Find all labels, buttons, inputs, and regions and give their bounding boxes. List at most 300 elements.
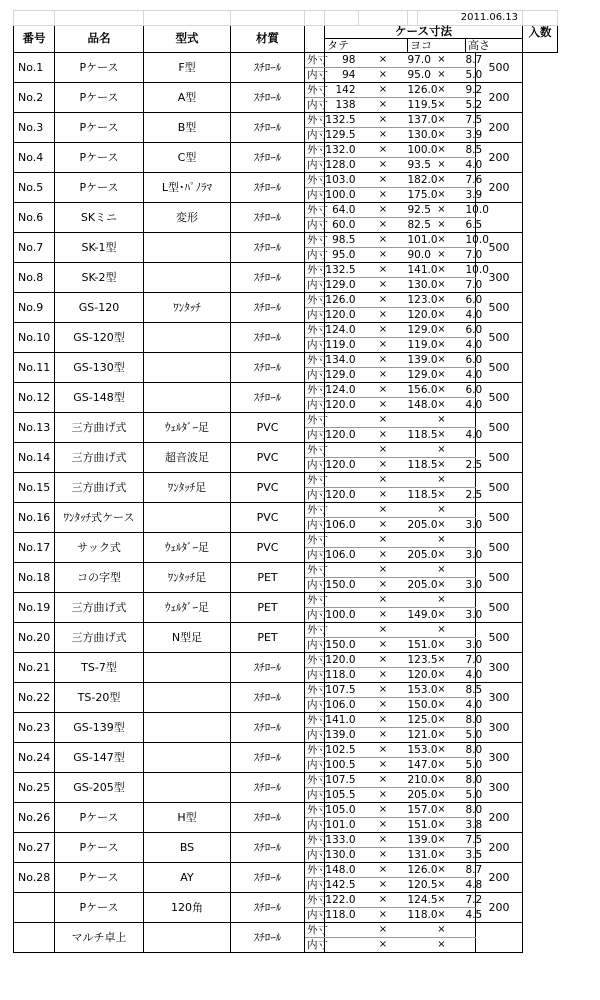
times-sign: × — [359, 218, 408, 233]
item-number: No.21 — [14, 653, 55, 683]
times-sign: × — [418, 548, 466, 563]
inner-label: 内寸 — [305, 338, 325, 353]
outer-takasa-value — [466, 503, 476, 518]
product-row-outer — [14, 443, 558, 458]
outer-takasa-value: 6.0 — [465, 383, 483, 396]
item-number: No.5 — [14, 173, 55, 203]
quantity-value: 500 — [476, 383, 523, 413]
inner-label: 内寸 — [305, 638, 325, 653]
inner-label: 内寸 — [305, 188, 325, 203]
product-name: Pケース — [55, 113, 144, 143]
inner-yoko-value: 121.0 — [407, 728, 438, 741]
product-material: PET — [231, 563, 305, 593]
times-sign: × — [418, 398, 466, 413]
outer-tate-value: 133.0 — [325, 833, 359, 848]
inner-label: 内寸 — [305, 608, 325, 623]
times-sign: × — [359, 638, 408, 653]
product-material: ｽﾁﾛｰﾙ — [231, 923, 305, 953]
times-sign: × — [359, 368, 408, 383]
inner-takasa-value: 7.0 — [465, 248, 483, 261]
outer-yoko-value: 210.0 — [407, 773, 438, 786]
inner-yoko-value: 118.0 — [407, 908, 438, 921]
times-sign: × — [359, 353, 408, 368]
inner-yoko-value: 175.0 — [407, 188, 438, 201]
product-type: ﾜﾝﾀｯﾁ足 — [144, 473, 231, 503]
product-type — [144, 503, 231, 533]
inner-tate-value: 95.0 — [325, 248, 359, 263]
times-sign: × — [359, 548, 408, 563]
product-row-outer — [14, 233, 558, 248]
product-row-outer — [14, 743, 558, 758]
outer-yoko-value: 156.0 — [407, 383, 438, 396]
outer-tate-value: 98 — [325, 53, 359, 68]
inner-label: 内寸 — [305, 848, 325, 863]
product-type: ｳｪﾙﾀﾞｰ足 — [144, 533, 231, 563]
item-number: No.19 — [14, 593, 55, 623]
inner-takasa-value: 4.0 — [465, 428, 483, 441]
times-sign: × — [359, 443, 408, 458]
product-material: ｽﾁﾛｰﾙ — [231, 293, 305, 323]
inner-takasa-value: 4.0 — [465, 308, 483, 321]
header-case-dimensions: ケース寸法 — [325, 26, 523, 39]
inner-yoko-value: 95.0 — [407, 68, 431, 81]
item-number: No.7 — [14, 233, 55, 263]
inner-yoko-value: 151.0 — [407, 818, 438, 831]
product-row-outer — [14, 293, 558, 308]
outer-yoko-value: 139.0 — [407, 833, 438, 846]
times-sign: × — [359, 863, 408, 878]
product-row-outer — [14, 113, 558, 128]
product-row-outer — [14, 323, 558, 338]
inner-yoko-value: 205.0 — [407, 518, 438, 531]
inner-label: 内寸 — [305, 518, 325, 533]
outer-yoko-value — [408, 413, 418, 428]
inner-tate-value: 60.0 — [325, 218, 359, 233]
inner-takasa-value: 4.0 — [465, 668, 483, 681]
product-name: コの字型 — [55, 563, 144, 593]
product-material: ｽﾁﾛｰﾙ — [231, 863, 305, 893]
outer-yoko-value: 92.5 — [407, 203, 431, 216]
item-number: No.1 — [14, 53, 55, 83]
product-row-outer — [14, 173, 558, 188]
inner-yoko-value: 130.0 — [407, 128, 438, 141]
product-name: ﾜﾝﾀｯﾁ式ケース — [55, 503, 144, 533]
quantity-value: 300 — [476, 713, 523, 743]
outer-label: 外寸 — [305, 533, 325, 548]
header-spacer — [305, 26, 325, 53]
product-type: F型 — [144, 53, 231, 83]
outer-label: 外寸 — [305, 713, 325, 728]
product-material: ｽﾁﾛｰﾙ — [231, 833, 305, 863]
times-sign: × — [418, 173, 466, 188]
times-sign: × — [359, 53, 408, 68]
inner-takasa-value: 3.8 — [465, 818, 483, 831]
outer-tate-value: 107.5 — [325, 683, 359, 698]
times-sign: × — [359, 848, 408, 863]
times-sign: × — [359, 743, 408, 758]
product-type: ｳｪﾙﾀﾞｰ足 — [144, 413, 231, 443]
product-name: SKミニ — [55, 203, 144, 233]
outer-yoko-value: 141.0 — [407, 263, 438, 276]
times-sign: × — [418, 458, 466, 473]
times-sign: × — [418, 383, 466, 398]
quantity-value: 300 — [476, 263, 523, 293]
item-number: No.14 — [14, 443, 55, 473]
outer-tate-value — [325, 593, 359, 608]
times-sign: × — [418, 68, 466, 83]
quantity-value: 200 — [476, 833, 523, 863]
outer-tate-value: 98.5 — [325, 233, 359, 248]
quantity-value: 500 — [476, 623, 523, 653]
outer-label: 外寸 — [305, 83, 325, 98]
inner-tate-value: 100.0 — [325, 188, 359, 203]
outer-label: 外寸 — [305, 293, 325, 308]
item-number: No.6 — [14, 203, 55, 233]
product-type: H型 — [144, 803, 231, 833]
inner-yoko-value: 118.5 — [407, 488, 438, 501]
product-name: Pケース — [55, 833, 144, 863]
outer-takasa-value: 6.0 — [465, 353, 483, 366]
times-sign: × — [359, 158, 408, 173]
header-takasa: 高さ — [466, 39, 523, 53]
product-material: PET — [231, 593, 305, 623]
outer-tate-value: 126.0 — [325, 293, 359, 308]
inner-takasa-value: 3.0 — [465, 578, 483, 591]
times-sign: × — [418, 503, 466, 518]
outer-label: 外寸 — [305, 833, 325, 848]
outer-yoko-value: 124.5 — [407, 893, 438, 906]
outer-yoko-value: 101.0 — [407, 233, 438, 246]
inner-yoko-value: 118.5 — [407, 428, 438, 441]
times-sign: × — [418, 83, 466, 98]
product-material: ｽﾁﾛｰﾙ — [231, 743, 305, 773]
item-number: No.13 — [14, 413, 55, 443]
product-type: B型 — [144, 113, 231, 143]
item-number: No.16 — [14, 503, 55, 533]
item-number: No.22 — [14, 683, 55, 713]
product-name: GS-120型 — [55, 323, 144, 353]
times-sign: × — [359, 773, 408, 788]
product-material: ｽﾁﾛｰﾙ — [231, 803, 305, 833]
outer-tate-value — [325, 623, 359, 638]
outer-label: 外寸 — [305, 923, 325, 938]
times-sign: × — [359, 308, 408, 323]
outer-label: 外寸 — [305, 53, 325, 68]
outer-takasa-value: 7.5 — [465, 113, 483, 126]
outer-takasa-value: 8.7 — [465, 863, 483, 876]
product-type: ｳｪﾙﾀﾞｰ足 — [144, 593, 231, 623]
product-name: GS-120 — [55, 293, 144, 323]
outer-takasa-value — [466, 623, 476, 638]
times-sign: × — [359, 413, 408, 428]
outer-label: 外寸 — [305, 203, 325, 218]
product-row-outer — [14, 353, 558, 368]
times-sign: × — [418, 233, 466, 248]
quantity-value: 500 — [476, 353, 523, 383]
outer-label: 外寸 — [305, 173, 325, 188]
inner-tate-value: 100.5 — [325, 758, 359, 773]
inner-label: 内寸 — [305, 818, 325, 833]
product-material: ｽﾁﾛｰﾙ — [231, 113, 305, 143]
times-sign: × — [359, 698, 408, 713]
product-type: ﾜﾝﾀｯﾁ足 — [144, 563, 231, 593]
times-sign: × — [359, 233, 408, 248]
inner-label: 内寸 — [305, 98, 325, 113]
times-sign: × — [359, 623, 408, 638]
item-number: No.11 — [14, 353, 55, 383]
product-row-outer — [14, 473, 558, 488]
times-sign: × — [418, 638, 466, 653]
product-row-outer — [14, 83, 558, 98]
inner-tate-value: 100.0 — [325, 608, 359, 623]
product-type: A型 — [144, 83, 231, 113]
quantity-value: 200 — [476, 803, 523, 833]
inner-tate-value: 129.5 — [325, 128, 359, 143]
inner-label: 内寸 — [305, 308, 325, 323]
times-sign: × — [418, 518, 466, 533]
times-sign: × — [359, 758, 408, 773]
outer-label: 外寸 — [305, 443, 325, 458]
product-material: PVC — [231, 443, 305, 473]
inner-tate-value: 101.0 — [325, 818, 359, 833]
outer-takasa-value: 10.0 — [465, 263, 489, 276]
inner-tate-value: 106.0 — [325, 698, 359, 713]
outer-tate-value: 142 — [325, 83, 359, 98]
inner-yoko-value: 82.5 — [407, 218, 431, 231]
inner-yoko-value: 120.0 — [407, 668, 438, 681]
quantity-value: 200 — [476, 173, 523, 203]
sheet-date: 2011.06.13 — [418, 11, 523, 26]
outer-label: 外寸 — [305, 503, 325, 518]
inner-tate-value: 129.0 — [325, 368, 359, 383]
outer-takasa-value: 7.5 — [465, 833, 483, 846]
times-sign: × — [418, 938, 466, 953]
times-sign: × — [359, 518, 408, 533]
times-sign: × — [359, 203, 408, 218]
product-material: ｽﾁﾛｰﾙ — [231, 893, 305, 923]
item-number: No.27 — [14, 833, 55, 863]
inner-takasa-value: 2.5 — [465, 488, 483, 501]
inner-takasa-value: 6.5 — [465, 218, 483, 231]
outer-label: 外寸 — [305, 653, 325, 668]
outer-label: 外寸 — [305, 773, 325, 788]
times-sign: × — [359, 338, 408, 353]
header-type: 型式 — [144, 26, 231, 53]
inner-tate-value: 94 — [325, 68, 359, 83]
item-number: No.10 — [14, 323, 55, 353]
times-sign: × — [418, 338, 466, 353]
outer-label: 外寸 — [305, 473, 325, 488]
outer-tate-value — [325, 563, 359, 578]
header-no: 番号 — [14, 26, 55, 53]
times-sign: × — [418, 293, 466, 308]
quantity-value: 500 — [476, 473, 523, 503]
quantity-value: 300 — [476, 743, 523, 773]
product-name: 三方曲げ式 — [55, 443, 144, 473]
outer-tate-value: 132.5 — [325, 113, 359, 128]
inner-label: 内寸 — [305, 668, 325, 683]
outer-takasa-value: 8.5 — [465, 683, 483, 696]
outer-takasa-value — [466, 413, 476, 428]
product-type — [144, 683, 231, 713]
product-name: 三方曲げ式 — [55, 593, 144, 623]
quantity-value: 300 — [476, 653, 523, 683]
outer-label: 外寸 — [305, 233, 325, 248]
inner-label: 内寸 — [305, 278, 325, 293]
inner-tate-value: 120.0 — [325, 398, 359, 413]
quantity-value: 500 — [476, 533, 523, 563]
product-material: PVC — [231, 503, 305, 533]
product-material: ｽﾁﾛｰﾙ — [231, 173, 305, 203]
inner-takasa-value: 4.0 — [465, 698, 483, 711]
times-sign: × — [359, 68, 408, 83]
times-sign: × — [359, 563, 408, 578]
inner-tate-value: 106.0 — [325, 518, 359, 533]
inner-takasa-value: 3.9 — [465, 188, 483, 201]
product-type — [144, 383, 231, 413]
product-type — [144, 263, 231, 293]
inner-label: 内寸 — [305, 428, 325, 443]
times-sign: × — [418, 143, 466, 158]
times-sign: × — [418, 683, 466, 698]
inner-tate-value: 138 — [325, 98, 359, 113]
inner-takasa-value: 5.0 — [465, 728, 483, 741]
product-row-outer — [14, 923, 558, 938]
product-row-outer — [14, 263, 558, 278]
product-material: ｽﾁﾛｰﾙ — [231, 653, 305, 683]
product-type — [144, 713, 231, 743]
product-type — [144, 353, 231, 383]
item-number: No.2 — [14, 83, 55, 113]
outer-yoko-value: 126.0 — [407, 83, 438, 96]
item-number: No.17 — [14, 533, 55, 563]
inner-label: 内寸 — [305, 218, 325, 233]
product-name: 三方曲げ式 — [55, 623, 144, 653]
outer-tate-value — [325, 413, 359, 428]
times-sign: × — [359, 668, 408, 683]
times-sign: × — [359, 803, 408, 818]
outer-yoko-value: 123.0 — [407, 293, 438, 306]
outer-takasa-value: 10.0 — [465, 233, 489, 246]
product-row-outer — [14, 563, 558, 578]
inner-tate-value: 118.0 — [325, 908, 359, 923]
inner-label: 内寸 — [305, 878, 325, 893]
item-number — [14, 893, 55, 923]
date-row — [14, 11, 558, 26]
quantity-value: 500 — [476, 563, 523, 593]
quantity-value: 500 — [476, 413, 523, 443]
inner-yoko-value: 129.0 — [407, 368, 438, 381]
product-type: 変形 — [144, 203, 231, 233]
times-sign: × — [418, 863, 466, 878]
inner-yoko-value: 147.0 — [407, 758, 438, 771]
times-sign: × — [418, 788, 466, 803]
inner-tate-value: 128.0 — [325, 158, 359, 173]
quantity-value: 200 — [476, 893, 523, 923]
times-sign: × — [359, 608, 408, 623]
inner-takasa-value: 5.0 — [465, 788, 483, 801]
inner-label: 内寸 — [305, 578, 325, 593]
product-type: 超音波足 — [144, 443, 231, 473]
quantity-value: 200 — [476, 113, 523, 143]
times-sign: × — [359, 98, 408, 113]
inner-tate-value: 130.0 — [325, 848, 359, 863]
times-sign: × — [359, 248, 408, 263]
outer-takasa-value: 6.0 — [465, 323, 483, 336]
outer-tate-value: 132.5 — [325, 263, 359, 278]
outer-takasa-value: 7.0 — [465, 653, 483, 666]
outer-yoko-value: 129.0 — [407, 323, 438, 336]
item-number: No.18 — [14, 563, 55, 593]
inner-tate-value: 150.0 — [325, 578, 359, 593]
times-sign: × — [359, 728, 408, 743]
outer-takasa-value — [466, 563, 476, 578]
item-number: No.26 — [14, 803, 55, 833]
outer-takasa-value — [466, 443, 476, 458]
inner-yoko-value: 118.5 — [407, 458, 438, 471]
outer-takasa-value: 8.0 — [465, 713, 483, 726]
inner-tate-value: 120.0 — [325, 308, 359, 323]
product-name: サック式 — [55, 533, 144, 563]
outer-tate-value: 134.0 — [325, 353, 359, 368]
product-type — [144, 233, 231, 263]
outer-label: 外寸 — [305, 893, 325, 908]
outer-yoko-value — [408, 443, 418, 458]
outer-yoko-value: 123.5 — [407, 653, 438, 666]
times-sign: × — [418, 728, 466, 743]
inner-label: 内寸 — [305, 488, 325, 503]
product-type — [144, 743, 231, 773]
times-sign: × — [359, 788, 408, 803]
case-size-table — [13, 10, 558, 953]
product-row-outer — [14, 413, 558, 428]
inner-label: 内寸 — [305, 158, 325, 173]
product-material: ｽﾁﾛｰﾙ — [231, 353, 305, 383]
times-sign: × — [418, 263, 466, 278]
inner-tate-value: 129.0 — [325, 278, 359, 293]
times-sign: × — [359, 458, 408, 473]
outer-takasa-value: 8.7 — [465, 53, 483, 66]
times-sign: × — [359, 293, 408, 308]
outer-yoko-value: 182.0 — [407, 173, 438, 186]
times-sign: × — [418, 473, 466, 488]
product-name: マルチ卓上 — [55, 923, 144, 953]
inner-tate-value: 150.0 — [325, 638, 359, 653]
inner-takasa-value: 4.0 — [465, 338, 483, 351]
outer-label: 外寸 — [305, 593, 325, 608]
times-sign: × — [418, 698, 466, 713]
outer-yoko-value: 97.0 — [407, 53, 431, 66]
times-sign: × — [418, 713, 466, 728]
outer-takasa-value: 10.0 — [465, 203, 489, 216]
outer-tate-value: 124.0 — [325, 323, 359, 338]
quantity-value: 500 — [476, 233, 523, 263]
spreadsheet — [13, 10, 557, 953]
times-sign: × — [418, 653, 466, 668]
outer-tate-value — [325, 923, 359, 938]
product-row-outer — [14, 653, 558, 668]
outer-yoko-value: 157.0 — [407, 803, 438, 816]
quantity-value: 300 — [476, 773, 523, 803]
product-row-outer — [14, 803, 558, 818]
product-type — [144, 653, 231, 683]
times-sign: × — [418, 203, 466, 218]
product-row-outer — [14, 623, 558, 638]
inner-label: 内寸 — [305, 248, 325, 263]
times-sign: × — [359, 683, 408, 698]
times-sign: × — [359, 398, 408, 413]
inner-label: 内寸 — [305, 458, 325, 473]
